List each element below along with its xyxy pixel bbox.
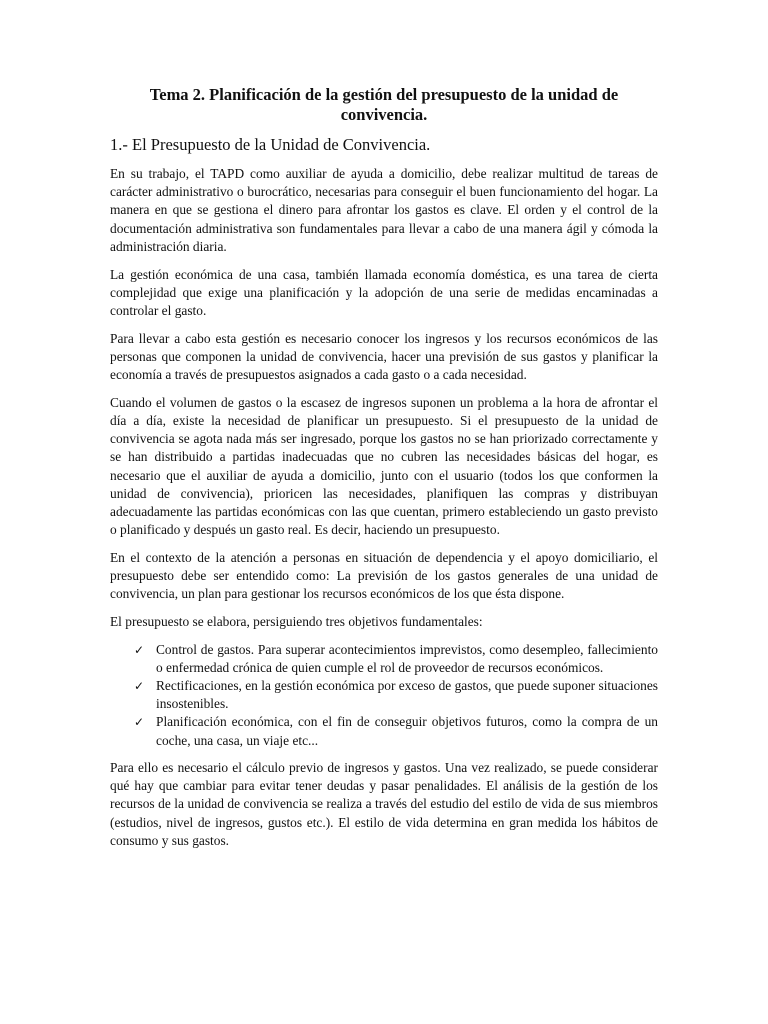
list-item [132,641,658,677]
document-page [110,85,658,859]
list-item [132,677,658,713]
paragraph-objetivos-intro: El presupuesto se elabora, persiguiendo tres objetivos fundamentales: [110,613,483,629]
list-item-text: Control de gastos. Para superar acontecimientos imprevistos, como desempleo, fallecimiento o enfermedad crónica de quien cumple el rol de proveedor de recursos económicos. [156,641,658,675]
check-icon: ✓ [134,642,145,657]
paragraph-gestion: Para llevar a cabo esta gestión es necesario conocer los ingresos y los recursos económicos de las personas que componen la unidad de convivencia, hacer una previsión de sus gastos y planificar la economía a través de presupuestos asignados a cada gasto o a cada necesidad. [110,330,658,383]
section-heading: 1.- El Presupuesto de la Unidad de Convivencia. [110,135,431,154]
paragraph-definicion: En el contexto de la atención a personas en situación de dependencia y el apoyo domiciliario, el presupuesto debe ser entendido como: La previsión de los gastos generales de una unidad de convivencia, un plan para gestionar los recursos económicos de los que ésta dispone. [110,549,658,602]
paragraph-planificar: Cuando el volumen de gastos o la escasez de ingresos suponen un problema a la hora de afrontar el día a día, existe la necesidad de planificar un presupuesto. Si el presupuesto de la unidad de convivencia se agota nada más ser ingresado, porque los gastos no se han priorizado correctamente y se han distribuido a partidas inadecuadas que no cubren las necesidades básicas del hogar, es necesario que el auxiliar de ayuda a domicilio, junto con el usuario (todos los que conformen la unidad de convivencia), prioricen las necesidades, planifiquen las compras y distribuyan adecuadamente las partidas económicas con las que cuentan, primero estableciendo un gasto previsto o planificado y después un gasto real. Es decir, haciendo un presupuesto. [110,394,658,538]
document-title: Tema 2. Planificación de la gestión del presupuesto de la unidad de convivencia. [149,85,619,124]
check-icon: ✓ [134,679,145,694]
paragraph-intro: En su trabajo, el TAPD como auxiliar de ayuda a domicilio, debe realizar multitud de tareas de carácter administrativo o burocrático, necesarias para conseguir el buen funcionamiento del hogar. La manera en que se gestiona el dinero para afrontar los gastos es clave. El orden y el control de la documentación administrativa son fundamentales para llevar a cabo de una manera ágil y cómoda la administración diaria. [110,166,658,254]
objectives-list [110,641,658,750]
list-item-text: Planificación económica, con el fin de conseguir objetivos futuros, como la compra de un coche, una casa, un viaje etc... [156,714,658,748]
paragraph-economia-domestica: La gestión económica de una casa, también llamada economía doméstica, es una tarea de cierta complejidad que exige una planificación y la adopción de una serie de medidas encaminadas a controlar el gasto. [110,266,658,318]
list-item [132,713,658,749]
list-item-text: Rectificaciones, en la gestión económica por exceso de gastos, que puede suponer situaciones insostenibles. [156,678,658,712]
paragraph-closing: Para ello es necesario el cálculo previo de ingresos y gastos. Una vez realizado, se puede considerar qué hay que cambiar para evitar tener deudas y pasar penalidades. El análisis de la gestión de los recursos de la unidad de convivencia se realiza a través del estudio del estilo de vida de sus miembros (estudios, nivel de ingresos, gustos etc.). El estilo de vida determina en gran medida los hábitos de consumo y sus gastos. [110,759,658,848]
check-icon: ✓ [134,715,145,730]
